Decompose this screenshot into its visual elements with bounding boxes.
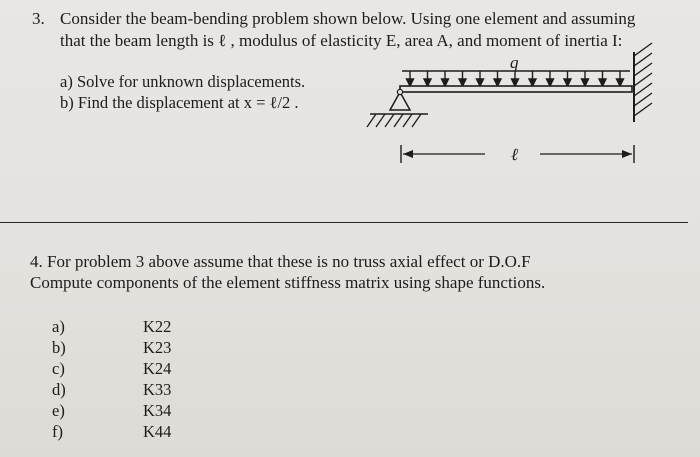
load-arrow-head	[459, 79, 466, 86]
distributed-load-arrows	[407, 71, 624, 86]
problem-4-line-2: Compute components of the element stiffness matrix using shape functions.	[30, 273, 546, 292]
ground-hatch-line	[412, 114, 421, 127]
item-letter: d)	[52, 380, 66, 399]
ground-hatch-line	[394, 114, 403, 127]
ground-hatch-line	[376, 114, 385, 127]
ground-hatch-line	[367, 114, 376, 127]
load-arrow-head	[617, 79, 624, 86]
pin-joint	[397, 89, 402, 94]
item-letter: f)	[52, 422, 63, 441]
stiffness-component: K34	[143, 401, 172, 420]
length-label: ℓ	[511, 145, 519, 164]
problem-3-number: 3.	[32, 9, 45, 28]
load-arrow-head	[564, 79, 571, 86]
stiffness-component: K22	[143, 317, 172, 336]
load-arrow-head	[582, 79, 589, 86]
stiffness-item-letters	[52, 316, 66, 442]
wall-hatching	[634, 43, 652, 116]
section-divider	[0, 222, 688, 223]
load-label: q	[510, 53, 519, 72]
beam	[400, 86, 632, 92]
stiffness-item-values	[143, 316, 171, 442]
stiffness-component: K33	[143, 380, 172, 399]
problem-3-part-a: a) Solve for unknown displacements.	[60, 72, 306, 91]
load-arrow-head	[547, 79, 554, 86]
problem-4-line-1: 4. For problem 3 above assume that these is no truss axial effect or D.O.F	[30, 252, 531, 271]
problem-3-line-1: Consider the beam-bending problem shown below. Using one element and assuming	[60, 9, 636, 28]
dimension-arrow-right	[622, 150, 632, 158]
item-letter: e)	[52, 401, 65, 420]
wall-hatch-line	[634, 43, 652, 56]
wall-hatch-line	[634, 63, 652, 76]
wall-hatch-line	[634, 83, 652, 96]
load-arrow-head	[599, 79, 606, 86]
item-letter: b)	[52, 338, 66, 357]
stiffness-component: K24	[143, 359, 172, 378]
ground-hatching	[367, 114, 421, 127]
ground-hatch-line	[403, 114, 412, 127]
problem-3-line-2: that the beam length is ℓ , modulus of elasticity E, area A, and moment of inertia I:	[60, 31, 623, 50]
load-arrow-head	[424, 79, 431, 86]
load-arrow-head	[512, 79, 519, 86]
ground-hatch-line	[385, 114, 394, 127]
wall-hatch-line	[634, 93, 652, 106]
stiffness-component: K44	[143, 422, 172, 441]
wall-hatch-line	[634, 73, 652, 86]
load-arrow-head	[442, 79, 449, 86]
load-arrow-head	[477, 79, 484, 86]
item-letter: a)	[52, 317, 65, 336]
item-letter: c)	[52, 359, 65, 378]
load-arrow-head	[529, 79, 536, 86]
wall-hatch-line	[634, 103, 652, 116]
load-arrow-head	[407, 79, 414, 86]
problem-3-part-b: b) Find the displacement at x = ℓ/2 .	[60, 93, 299, 112]
wall-hatch-line	[634, 53, 652, 66]
stiffness-component: K23	[143, 338, 172, 357]
dimension-arrow-left	[403, 150, 413, 158]
load-arrow-head	[494, 79, 501, 86]
